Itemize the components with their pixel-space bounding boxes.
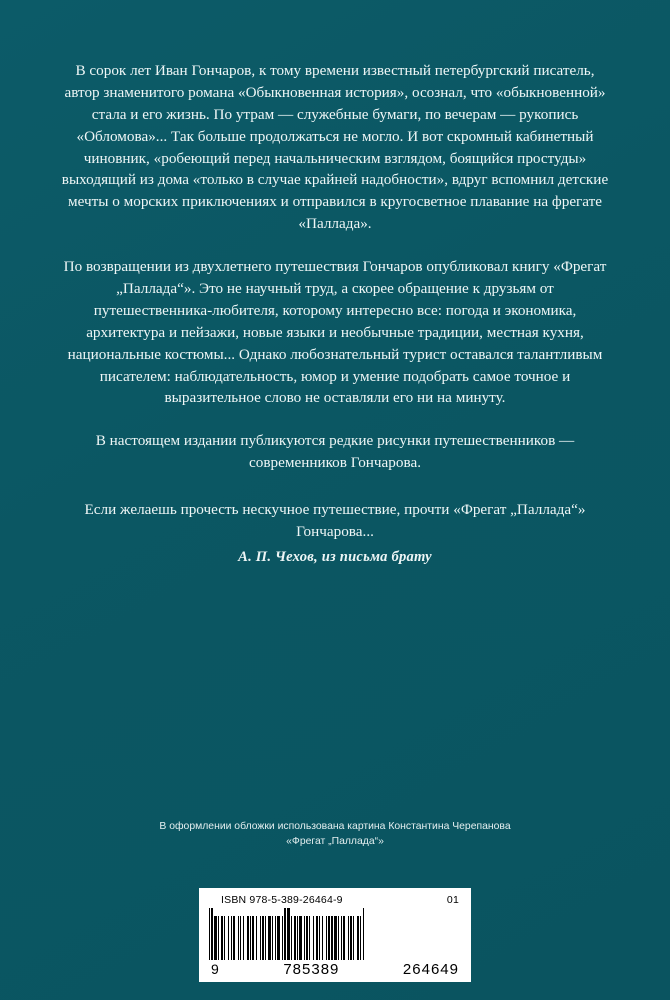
isbn-label: ISBN 978-5-389-26464-9 xyxy=(221,894,343,906)
ean-digits xyxy=(207,960,463,978)
ean-lead-digit: 9 xyxy=(211,961,220,977)
blurb-paragraph-1: В сорок лет Иван Гончаров, к тому времени известный петербургский писатель, автор знаменитого романа «Обыкновенная история», осознал, что «обыкновенной» стала и его жизнь. По утрам — служебные бумаги, по вечерам — рукопись «Обломова»... Так больше продолжаться не могло. И вот скромный кабинетный чиновник, «робеющий перед начальническим взглядом, боящийся простуды» выходящий из дома «только в случае крайней надобности», вдруг вспомнил детские мечты о морских приключениях и отправился в кругосветное плавание на фрегате «Паллада». xyxy=(61,62,609,233)
credit-line-1: В оформлении обложки использована картина Константина Черепанова xyxy=(159,820,511,832)
barcode-addon: 01 xyxy=(446,894,459,906)
cover-art-credit xyxy=(0,819,670,850)
credit-line-2: «Фрегат „Паллада“» xyxy=(286,836,384,848)
pull-quote: Если желаешь прочесть нескучное путешествие, прочти «Фрегат „Паллада“» Гончарова... xyxy=(84,501,586,541)
barcode-block xyxy=(199,888,471,982)
isbn-row xyxy=(207,894,463,908)
quote-attribution: А. П. Чехов, из письма брату xyxy=(238,548,432,565)
ean-left-group: 785389 xyxy=(283,961,340,978)
blurb-paragraph-2: По возвращении из двухлетнего путешествия Гончаров опубликовал книгу «Фрегат „Паллада“». Это не научный труд, а скорее обращение к друзьям от путешественника-любителя, которому интересно все: погода и экономика, архитектура и пейзажи, новые языки и необычные традиции, местная кухня, национальные костюмы... Однако любознательный турист оставался талантливым писателем: наблюдательность, юмор и умение подобрать самое точное и выразительное слово не оставляли его ни на минуту. xyxy=(63,258,607,407)
blurb-paragraph-3: В настоящем издании публикуются редкие рисунки путешественников — современников Гончарова. xyxy=(95,432,575,472)
ean-right-group: 264649 xyxy=(402,961,459,978)
barcode-bars xyxy=(207,908,463,960)
blurb-text-block xyxy=(0,60,670,568)
